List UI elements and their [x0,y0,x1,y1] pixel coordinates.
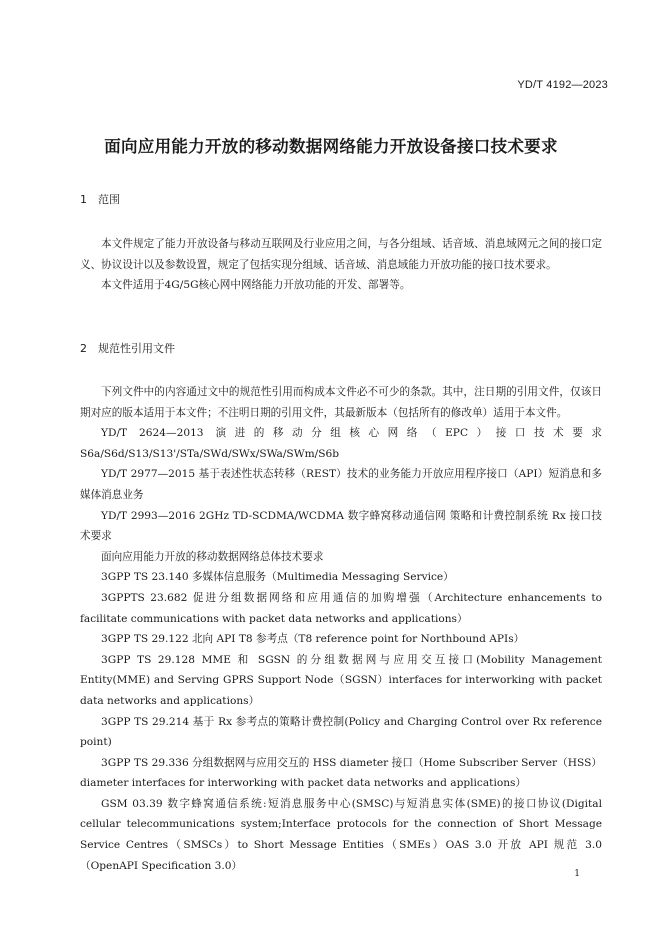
reference-item: 3GPPTS 23.682 促进分组数据网络和应用通信的加购增强（Architecture enhancements to facilitate communications with packet data networks and applications） [80,591,602,625]
reference-item: 3GPP TS 29.128 MME 和 SGSN 的分组数据网与应用交互接口(Mobility Management Entity(MME) and Serving GPRS Support Node（SGSN）interfaces for interworking with packet data networks and applications） [80,653,602,707]
paragraph: 本文件规定了能力开放设备与移动互联网及行业应用之间，与各分组域、话音域、消息域网元之间的接口定义、协议设计以及参数设置，规定了包括实现分组域、话音域、消息域能力开放功能的接口技术要求。 [80,238,602,271]
section-heading-normative-references [80,340,175,356]
reference-item: 3GPP TS 29.214 基于 Rx 参考点的策略计费控制(Policy and Charging Control over Rx reference point) [80,715,602,749]
document-title: 面向应用能力开放的移动数据网络能力开放设备接口技术要求 [104,137,558,156]
section-title: 范围 [98,193,120,206]
section-title: 规范性引用文件 [98,342,175,355]
section-number: 2 [80,342,87,355]
section-body-scope [80,234,602,296]
reference-item: YD/T 2624—2013 演进的移动分组核心网络（EPC）接口技术要求 S6a/S6d/S13/S13'/STa/SWd/SWx/SWa/SWm/S6b [80,427,602,460]
section-body-normative-references [80,382,602,876]
section-number: 1 [80,193,87,206]
page-number: 1 [574,869,580,879]
reference-item: 3GPP TS 29.122 北向 API T8 参考点（T8 reference point for Northbound APIs） [101,633,525,646]
reference-item: YD/T 2977—2015 基于表述性状态转移（REST）技术的业务能力开放应用程序接口（API）短消息和多媒体消息业务 [80,468,602,501]
paragraph: 下列文件中的内容通过文中的规范性引用而构成本文件必不可少的条款。其中，注日期的引用文件，仅该日期对应的版本适用于本文件；不注明日期的引用文件，其最新版本（包括所有的修改单）适用于本文件。 [80,386,602,419]
reference-item: GSM 03.39 数字蜂窝通信系统:短消息服务中心(SMSC)与短消息实体(SME)的接口协议(Digital cellular telecommunications system;Interface protocols for the connection of Short Message Service Centres（SMSCs）to Short Message Entities（SMEs）OAS 3.0 开放 API 规范 3.0（OpenAPI Specification 3.0） [80,797,602,872]
reference-item: 3GPP TS 23.140 多媒体信息服务（Multimedia Messaging Service） [101,571,454,584]
reference-item: YD/T 2993—2016 2GHz TD-SCDMA/WCDMA 数字蜂窝移动通信网 策略和计费控制系统 Rx 接口技术要求 [80,509,602,543]
reference-item: 3GPP TS 29.336 分组数据网与应用交互的 HSS diameter 接口（Home Subscriber Server（HSS）diameter interfaces for interworking with packet data networks and applications） [80,756,602,790]
reference-item: 面向应用能力开放的移动数据网络总体技术要求 [101,550,324,563]
document-id: YD/T 4192—2023 [517,79,608,91]
section-heading-scope [80,191,120,207]
paragraph: 本文件适用于4G/5G核心网中网络能力开放功能的开发、部署等。 [101,279,411,292]
